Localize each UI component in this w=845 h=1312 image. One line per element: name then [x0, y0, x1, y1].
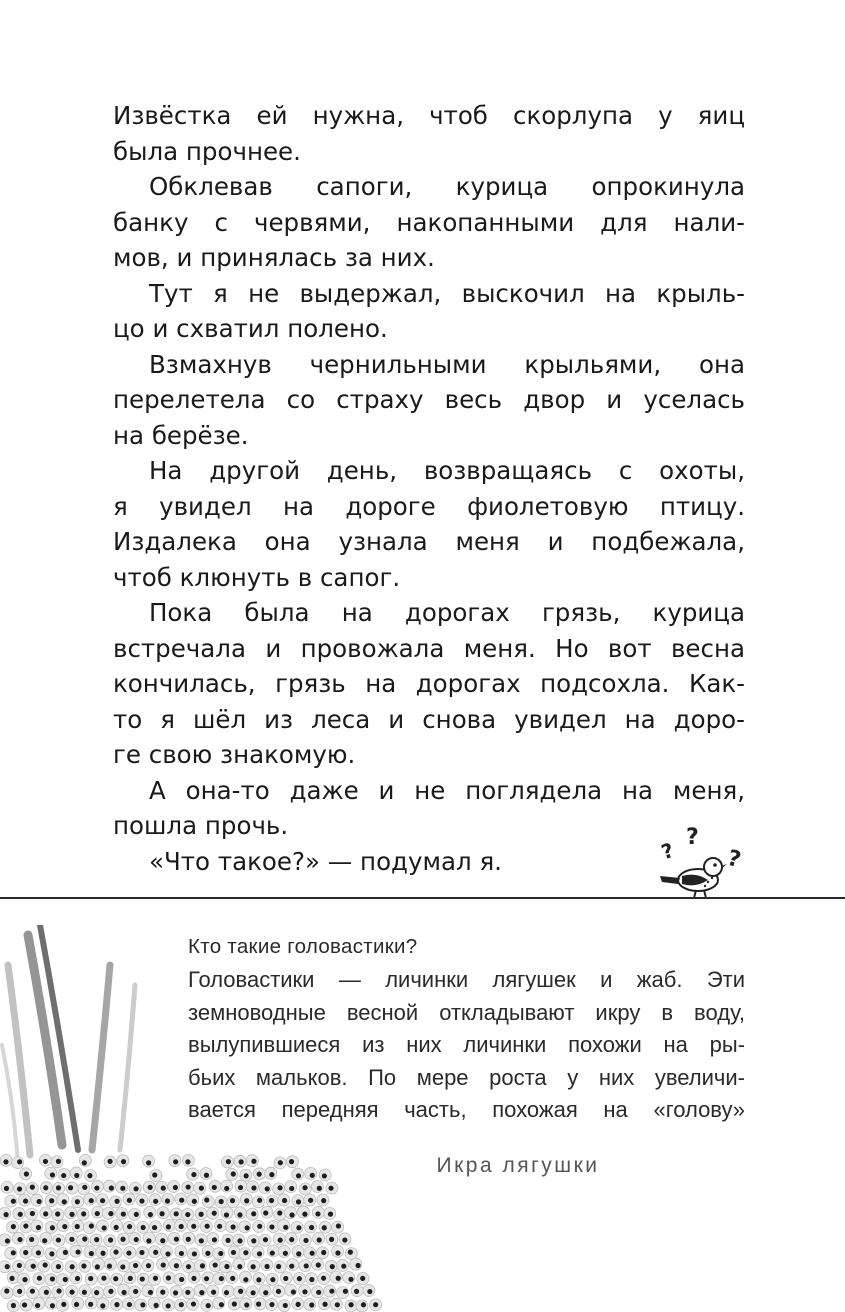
story-line: Взмахнув чернильными крыльями, она	[149, 349, 745, 379]
info-box-line: вылупившиеся из них личинки похожи на ры-	[188, 1032, 745, 1057]
illustration-caption: Икра лягушки	[436, 1154, 600, 1177]
story-line: Извёстка ей нужна, чтоб скорлупа у яиц	[113, 101, 745, 130]
story-line: пошла прочь.	[113, 811, 289, 840]
story-line: чтоб клюнуть в сапог.	[113, 562, 401, 592]
story-line: на берёзе.	[113, 420, 249, 450]
info-box-title: Кто такие головастики?	[188, 935, 418, 958]
svg-text:?: ?	[724, 845, 744, 874]
story-line: то я шёл из леса и снова увидел на доро-	[113, 704, 745, 734]
svg-text:?: ?	[686, 825, 699, 850]
section-divider	[0, 897, 845, 899]
story-line: А она-то даже и не поглядела на меня,	[149, 775, 745, 805]
story-line: цо и схватил полено.	[113, 314, 388, 343]
story-line: была прочнее.	[113, 136, 301, 166]
info-box-line: бьих мальков. По мере роста у них увеличи-	[188, 1064, 745, 1090]
story-line: На другой день, возвращаясь с охоты,	[149, 456, 745, 485]
story-line: перелетела со страху весь двор и уселась	[113, 385, 745, 414]
bird-question-marks-icon	[650, 822, 750, 902]
story-line: мов, и принялась за них.	[113, 243, 435, 272]
info-box-line: Головастики — личинки лягушек и жаб. Эти	[188, 967, 745, 992]
svg-text:?: ?	[658, 837, 677, 865]
story-line: «Что такое?» — подумал я.	[149, 846, 502, 876]
story-line: я увидел на дороге фиолетовую птицу.	[113, 491, 745, 521]
info-box	[188, 930, 745, 1127]
story-line: Обклевав сапоги, курица опрокинула	[149, 172, 745, 201]
story-line: кончилась, грязь на дорогах подсохла. Как-	[113, 669, 745, 698]
story-line: Пока была на дорогах грязь, курица	[149, 598, 745, 627]
story-text	[113, 98, 745, 879]
story-line: Издалека она узнала меня и подбежала,	[113, 527, 745, 556]
story-line: банку с червями, накопанными для нали-	[113, 207, 745, 237]
info-box-line: вается передняя часть, похожая на «голову»	[188, 1097, 745, 1122]
info-box-line: земноводные весной откладывают икру в воду,	[188, 999, 745, 1025]
story-line: ге свою знакомую.	[113, 740, 356, 769]
story-line: Тут я не выдержал, выскочил на крыль-	[149, 278, 745, 308]
story-line: встречала и провожала меня. Но вот весна	[113, 633, 745, 663]
